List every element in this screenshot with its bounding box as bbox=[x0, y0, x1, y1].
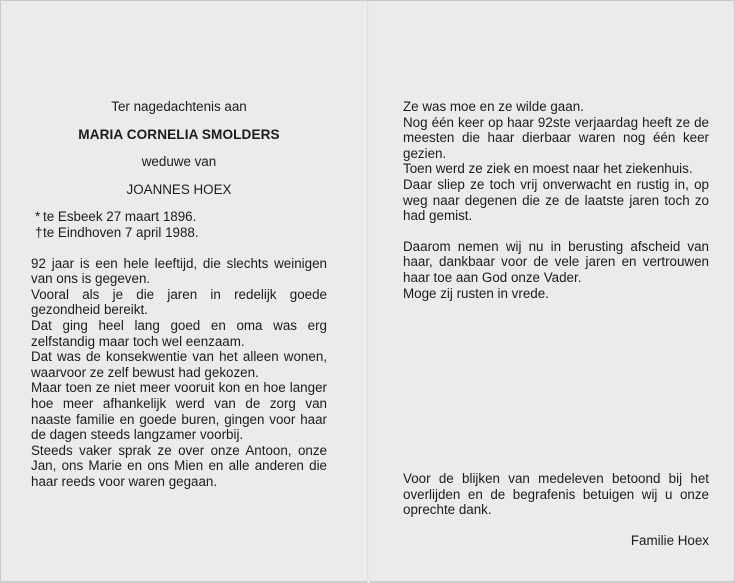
death-cross-icon: † bbox=[35, 224, 43, 240]
paragraph: Dat ging heel lang goed en oma was erg zelfstandig maar toch wel eenzaam. bbox=[31, 317, 327, 349]
paragraph: Maar toen ze niet meer vooruit kon en hoe langer hoe meer afhankelijk werd van de zorg van naaste familie en goede buren, gingen voor haar de dagen steeds langzamer voorbij. bbox=[31, 380, 327, 443]
paragraph: 92 jaar is een hele leeftijd, die slechts weinigen van ons is gegeven. bbox=[31, 255, 327, 287]
paragraph: Nog één keer op haar 92ste verjaardag heeft ze de meesten die haar dierbaar waren nog één keer gezien. bbox=[403, 114, 709, 161]
dates-block bbox=[31, 209, 327, 240]
spouse-name: JOANNES HOEX bbox=[126, 181, 232, 197]
birth-text: te Esbeek 27 maart 1896. bbox=[43, 209, 197, 225]
widow-of-label: weduwe van bbox=[141, 154, 217, 170]
paragraph: Steeds vaker sprak ze over onze Antoon, onze Jan, ons Marie en ons Mien en alle anderen die haar reeds voor waren gegaan. bbox=[31, 442, 327, 489]
left-body bbox=[31, 256, 327, 490]
card-fold bbox=[367, 1, 370, 583]
left-panel bbox=[31, 99, 327, 489]
in-memory-heading: Ter nagedachtenis aan bbox=[111, 99, 247, 114]
signature: Familie Hoex bbox=[630, 533, 709, 548]
paragraph: Toen werd ze ziek en moest naar het ziekenhuis. bbox=[403, 161, 693, 177]
thanks-text: Voor de blijken van medeleven betoond bij het overlijden en de begrafenis betuigen wij u onze oprechte dank. bbox=[403, 471, 709, 518]
paragraph: Dat was de konsekwentie van het alleen wonen, waarvoor ze zelf bewust had gekozen. bbox=[31, 349, 327, 380]
paragraph: Daarom nemen wij nu in berusting afscheid van haar, dankbaar voor de vele jaren en vertrouwen haar toe aan God onze Vader. bbox=[403, 238, 709, 285]
death-text: te Eindhoven 7 april 1988. bbox=[43, 224, 199, 240]
death-line bbox=[35, 225, 327, 241]
right-panel bbox=[403, 99, 709, 301]
paragraph: Daar sliep ze toch vrij onverwacht en rustig in, op weg naar degenen die ze de laatste jaren toch zo had gemist. bbox=[403, 176, 709, 224]
paragraph: Vooral als je die jaren in redelijk goede gezondheid bereikt. bbox=[31, 286, 327, 318]
paragraph: Ze was moe en ze wilde gaan. bbox=[403, 99, 584, 114]
paragraph: Moge zij rusten in vrede. bbox=[403, 285, 549, 301]
birth-star-icon: * bbox=[35, 209, 41, 225]
birth-line bbox=[35, 209, 327, 225]
deceased-name: MARIA CORNELIA SMOLDERS bbox=[78, 126, 280, 142]
